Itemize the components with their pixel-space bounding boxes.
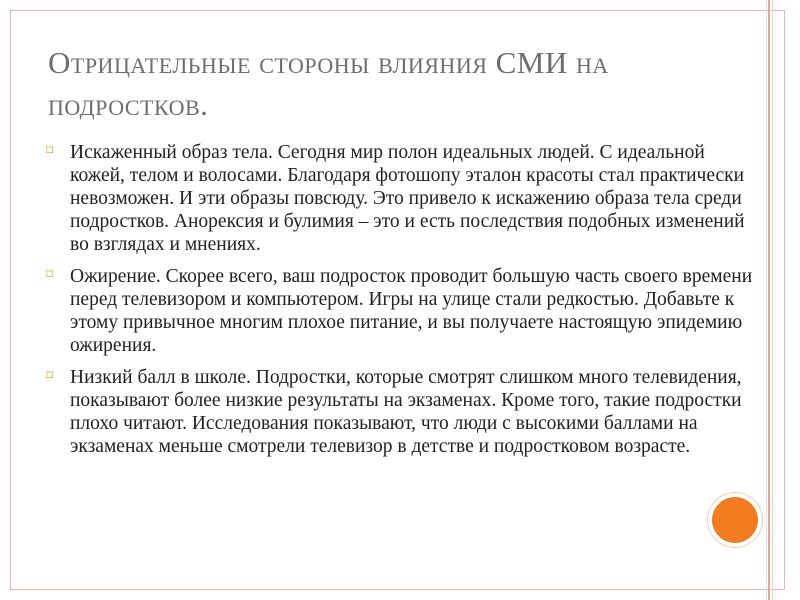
bullet-icon: ⌑ — [46, 268, 54, 283]
slide-title: Отрицательные стороны влияния СМИ на подростков. — [48, 45, 609, 122]
list-item — [46, 265, 758, 357]
accent-circle — [712, 497, 758, 543]
list-item-text: Ожирение. Скорее всего, ваш подросток проводит большую часть своего времени перед телевизором и компьютером. Игры на улице стали редкостью. Добавьте к этому привычное многим плохое питание, и вы получаете настоящую эпидемию ожирения. — [70, 266, 753, 356]
bullet-icon: ⌑ — [46, 369, 54, 384]
list-item-text: Низкий балл в школе. Подростки, которые смотрят слишком много телевидения, показывают более низкие результаты на экзаменах. Кроме того, такие подростки плохо читают. Исследования показывают, что люди с высокими баллами на экзаменах меньше смотрели телевизор в детстве и подростковом возрасте. — [70, 367, 742, 457]
bullet-list — [46, 141, 758, 467]
list-item-text: Искаженный образ тела. Сегодня мир полон идеальных людей. С идеальной кожей, телом и волосами. Благодаря фотошопу эталон красоты стал практически невозможен. И эти образы повсюду. Это привело к искажению образа тела среди подростков. Анорексия и булимия – это и есть последствия подобных изменений во взглядах и мнениях. — [70, 142, 745, 255]
decorative-vertical-line — [768, 0, 770, 600]
decorative-vertical-line — [772, 0, 773, 600]
list-item — [46, 366, 758, 458]
decorative-vertical-line — [766, 0, 767, 600]
list-item — [46, 141, 758, 256]
bullet-icon: ⌑ — [46, 144, 54, 159]
